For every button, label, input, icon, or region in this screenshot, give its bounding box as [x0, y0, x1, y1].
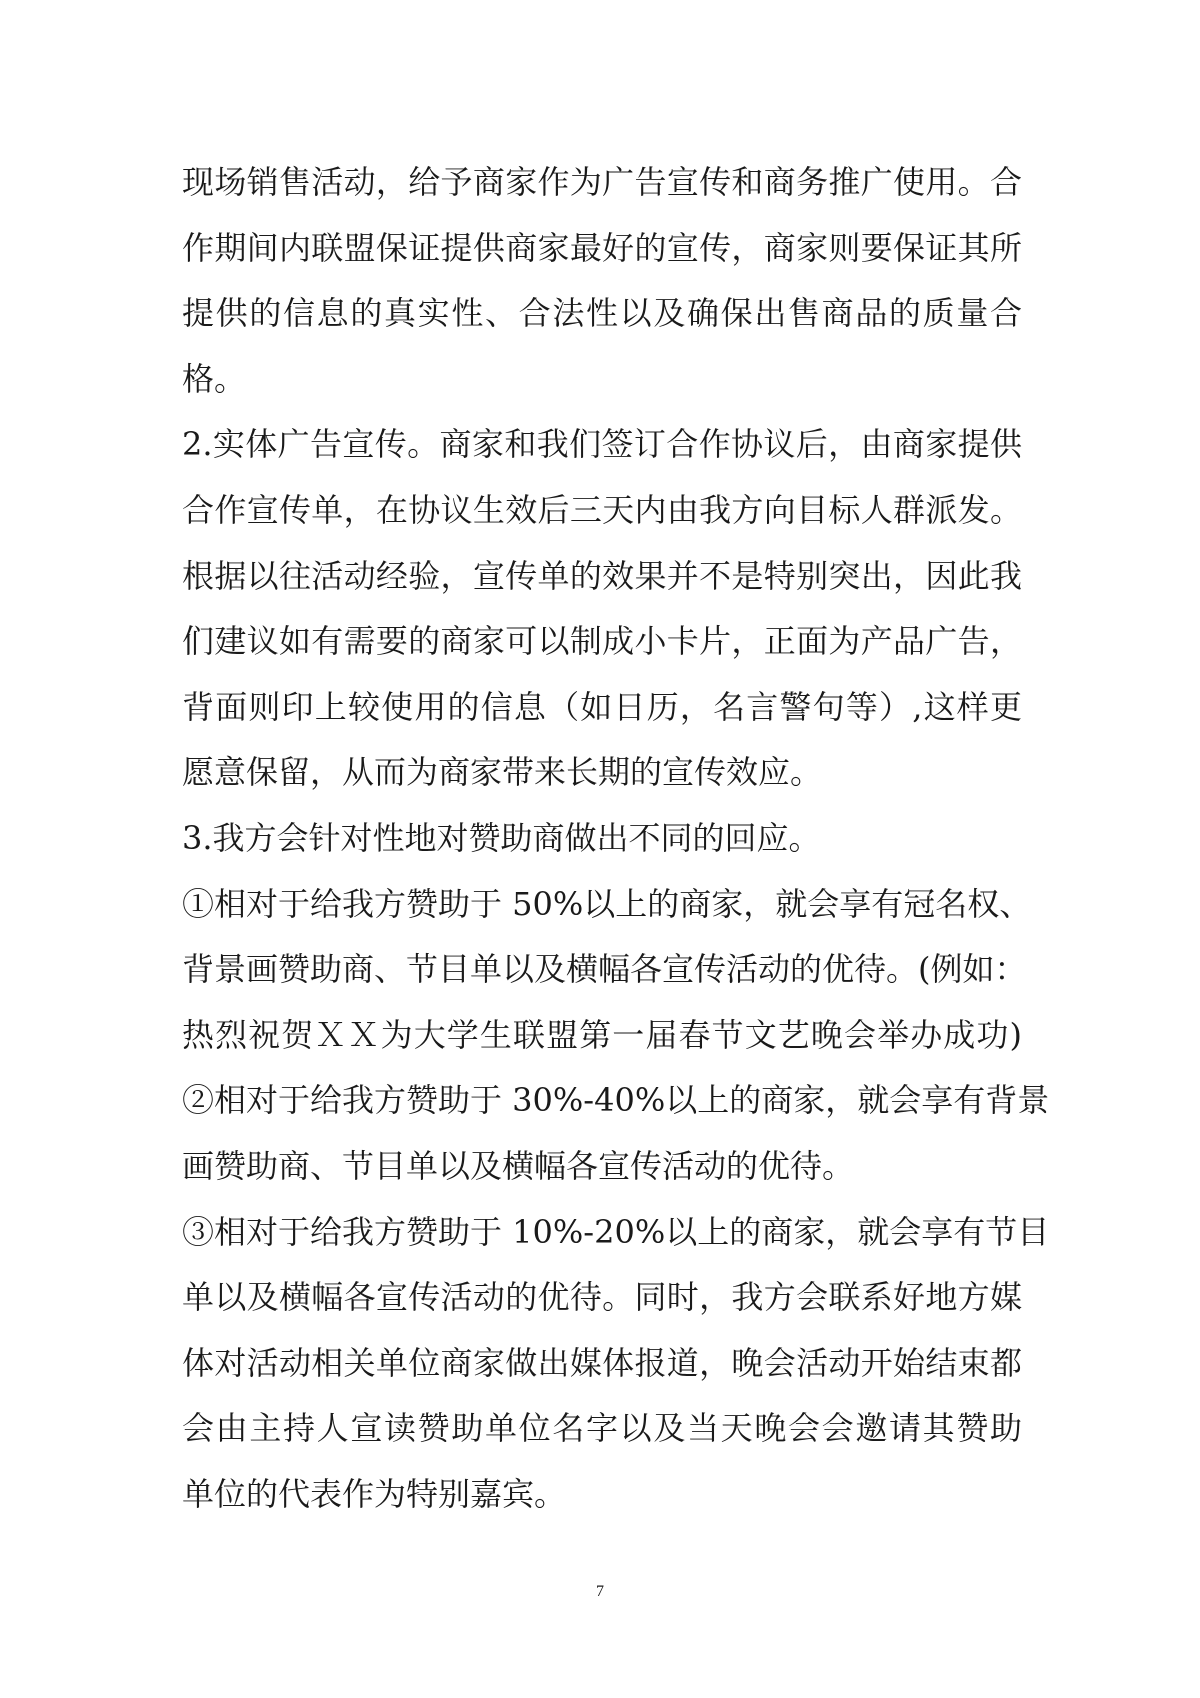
text-line: ①相对于给我方赞助于 50%以上的商家，就会享有冠名权、	[182, 884, 1032, 923]
text-line: 现场销售活动，给予商家作为广告宣传和商务推广使用。合	[182, 163, 1022, 201]
text-line: 根据以往活动经验，宣传单的效果并不是特别突出，因此我	[182, 556, 1022, 595]
text-line: 单以及横幅各宣传活动的优待。同时，我方会联系好地方媒	[182, 1278, 1022, 1317]
page-number: 7	[596, 1583, 604, 1600]
text-line: 背面则印上较使用的信息（如日历，名言警句等）,这样更	[182, 687, 1022, 726]
text-line: 们建议如有需要的商家可以制成小卡片，正面为产品广告，	[182, 622, 1022, 661]
text-line: 体对活动相关单位商家做出媒体报道，晚会活动开始结束都	[182, 1343, 1022, 1382]
text-line: 背景画赞助商、节目单以及横幅各宣传活动的优待。(例如：	[182, 950, 1027, 989]
text-line: 作期间内联盟保证提供商家最好的宣传，商家则要保证其所	[182, 228, 1022, 267]
text-line: 格。	[182, 359, 247, 398]
text-line: 会由主持人宣读赞助单位名字以及当天晚会会邀请其赞助	[182, 1409, 1022, 1448]
text-line: 3.我方会针对性地对赞助商做出不同的回应。	[182, 818, 821, 857]
text-line: ②相对于给我方赞助于 30%-40%以上的商家，就会享有背景	[182, 1081, 1050, 1120]
text-line: 热烈祝贺ＸＸ为大学生联盟第一届春节文艺晚会举办成功)	[182, 1015, 1022, 1054]
text-line: 提供的信息的真实性、合法性以及确保出售商品的质量合	[182, 294, 1022, 333]
text-line: 愿意保留，从而为商家带来长期的宣传效应。	[182, 753, 823, 792]
text-line: ③相对于给我方赞助于 10%-20%以上的商家，就会享有节目	[182, 1212, 1050, 1251]
text-line: 画赞助商、节目单以及横幅各宣传活动的优待。	[182, 1146, 855, 1185]
text-line: 合作宣传单，在协议生效后三天内由我方向目标人群派发。	[182, 490, 1022, 529]
body-text	[182, 150, 1050, 1527]
text-line: 2.实体广告宣传。商家和我们签订合作协议后，由商家提供	[182, 425, 1022, 464]
text-line: 单位的代表作为特别嘉宾。	[182, 1474, 567, 1513]
